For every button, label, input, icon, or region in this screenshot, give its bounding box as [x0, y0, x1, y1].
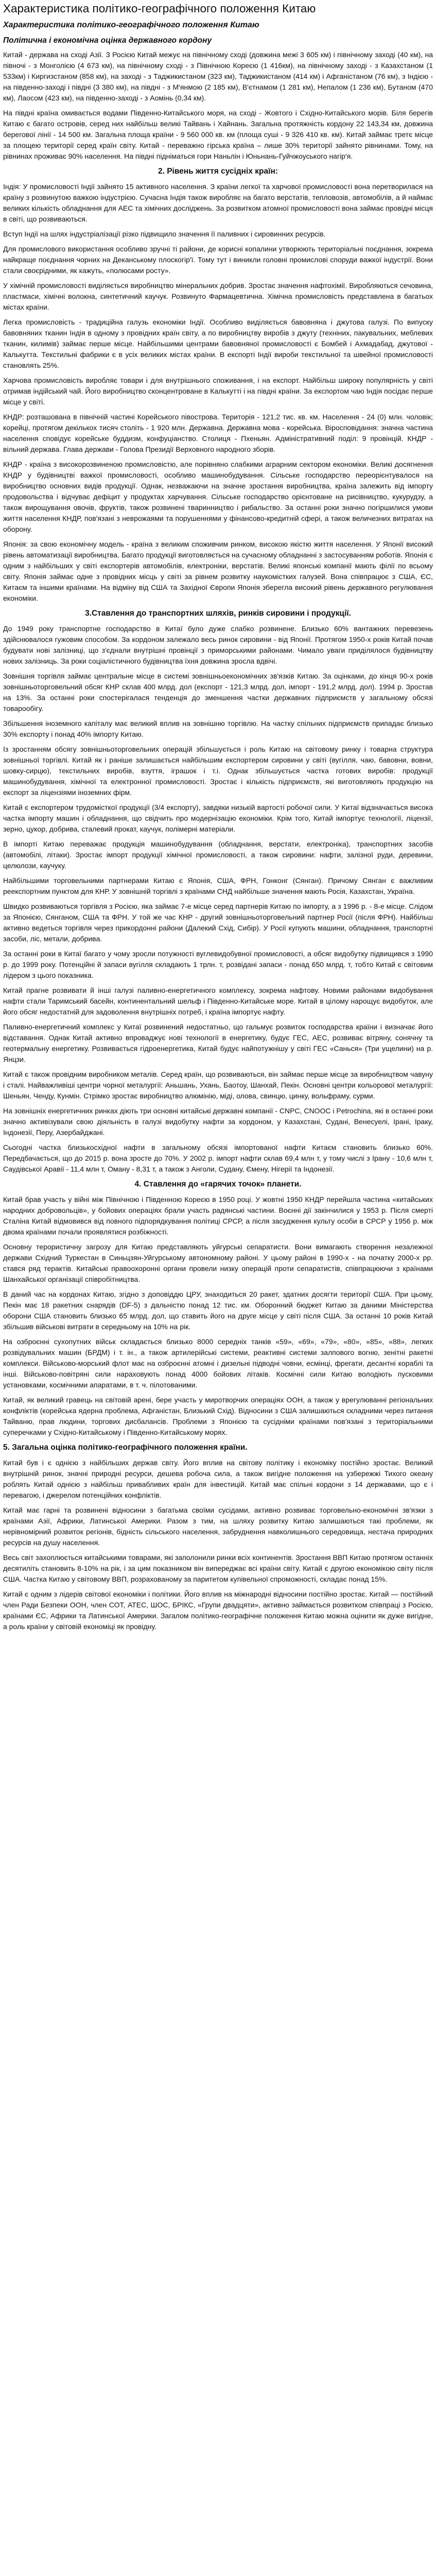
document-section — [3, 166, 433, 604]
section-heading: 3.Ставлення до транспортних шляхів, ринків сировини і продукції. — [85, 609, 351, 618]
paragraph: На зовнішніх енергетичних ринках діють три основні китайські державні компанії - CNPC, CNOOC і Petrochina, які в останні роки значно активізували свою діяльність в галузі видобутку нафти за кордоном, у Казахстані, Судані, Венесуелі, Ірані, Іраку, Індонезії, Перу, Азербайджані. — [3, 1107, 433, 1137]
paragraph: Збільшення іноземного капіталу має великий вплив на зовнішню торгівлю. На частку спільних підприємств припадає близько 30% експорту і понад 40% імпорту Китаю. — [3, 719, 433, 738]
paragraph: Для промислового використання особливо зручні ті райони, де корисні копалини утворюють територіальні поєднання, зокрема найкраще поєднання чорних на Деканському плоскогір'ї. Тому тут і виникли головні промислові споруди важкої індустрії. Вони стали своєрідними, як кажуть, «полюсами росту». — [3, 245, 433, 275]
paragraph: На півдні країна омивається водами Південно-Китайського моря, на сході - Жовтого і Східно-Китайського морів. Біля берегів Китаю є багато островів, серед них найбільш великі Тайвань і Хайнань. Загальна протяжність кордону 22 143,34 км, довжина берегової лінії - 14 500 км. Загальна площа країни - 9 560 000 кв. км (площа суші - 9 326 410 кв. км). Китай займає третє місце за площею території серед країн світу. Китай - переважно гірська країна – лише 30% території зайнято рівнинами. Тому, на рівнинах проживає 90% населення. На півдні підніматься гори Наньлін і Юньнань-Гуйчжоуського нагір'я. — [3, 109, 433, 160]
paragraph: Китай є одним з лідерів світової економіки і політики. Його вплив на міжнародні відносини постійно зростає. Китай — постійний член Ради Безпеки ООН, член СОТ, АТЕС, ШОС, БРІКС, «Групи двадцяти», активно займається розвитком співпраці з Росією, країнами ЄС, Африки та Латинської Америки. Загалом політико-географічне положення Китаю можна оцінити як дуже вигідне, а роль країни у світовій економіці як провідну. — [3, 1590, 433, 1631]
paragraph: Найбільшими торговельними партнерами Китаю є Японія, США, ФРН, Гонконг (Сянган). Причому Сянган є важливим реекспортним пунктом для КНР. У зовнішній торгівлі з країнами СНД найбільше значення мають Росія, Казахстан, Україна. — [3, 876, 433, 895]
paragraph: В даний час на кордонах Китаю, згідно з доповіддю ЦРУ, знаходиться 20 ракет, здатних досягти території США. При цьому, Пекін має 18 ракетних снарядів (DF-5) з дальністю понад 12 тис. км. Оборонний бюджет Китаю за даними Міністерства оборони США становить близько 65 млрд. дол, що ставить його на друге місце у світі після США. За останні 10 років Китай збільшив військові витрати в середньому на 10% на рік. — [3, 1290, 433, 1331]
document-section — [3, 49, 433, 162]
document-subtitle: Характеристика політико-географічного положення Китаю — [3, 21, 259, 29]
paragraph: Китай - держава на сході Азії. З Росією Китай межує на північному сході (довжина межі 3 605 км) і північному заході (40 км), на півночі - з Монголією (4 673 км), на північному сході - з Північною Кореєю (1 416км), на північному заході - з Казахстаном (1 533км) і Киргизстаном (858 км), на заході - з Таджикистаном (323 км), Таджикистаном (414 км) і Афганістаном (76 км), з Індією - на південно-заході і півдні (3 380 км), на півдні - з М'янмою (2 185 км), В'єтнамом (1 281 км), Непалом (1 236 км), Бутаном (470 км), Лаосом (423 км), на південно-заході - з Аомінь (0,34 км). — [3, 50, 433, 102]
document-section — [3, 608, 433, 1175]
paragraph: Китай має гарні та розвинені відносини з багатьма своїми сусідами, активно розвиває торговельно-економічні зв'язки з країнами Азії, Африки, Латинської Америки. Разом з тим, на шляху розвитку Китаю залишаються такі проблеми, як нерівномірний розвиток регіонів, бідність сільського населення, забруднення навколишнього середовища, нестача природних ресурсів на душу населення. — [3, 1506, 433, 1547]
paragraph: У хімічній промисловості виділяється виробництво мінеральних добрив. Зростає значення нафтохімії. Виробляються сечовина, пластмаси, хімічні волокна, синтетичний каучук. Розвинуто Фармацевтична. Хімічна промисловість представлена в багатьох містах країни. — [3, 281, 433, 311]
paragraph: Індія: У промисловості Індії зайнято 15 активного населення. З країни легкої та харчової промисловості вона перетворилася на країну з розвинутою важкою індустрією. Сучасна Індія також виробляє на багато верстатів, тепловозів, автомобілів, а й наймає великих кількість обладнання для АЕС та хімічних досліджень. За розвитком атомної промисловості вона займає провідні місця в світі, що розвиваються. — [3, 182, 433, 223]
paragraph: КНДР: розташована в північній частині Корейського півострова. Територія - 121,2 тис. кв. км. Населення - 24 (0) млн. чоловік; корейці, протягом декількох тисяч століть - 1 920 млн. Державна. Державна мова - корейська. Віросповідання: значна частина населення сповідує корейське буддизм, конфуціанство. Столиця - Пхеньян. Адміністративний поділ: 9 провінцій. КНДР - вільний держава. Глава держави - Голова Президії Верховного народного зборів. — [3, 413, 433, 453]
paragraph: Китай був і є однією з найбільших держав світу. Його вплив на світову політику і економіку постійно зростає. Великий внутрішній ринок, значні природні ресурси, дешева робоча сила, а також вигідне положення на узбережжі Тихого океану роблять Китай однією з найбільш привабливих країн для інвестицій. Китай має спільні кордони з 14 державами, що є і перевагою, і джерелом потенційних конфліктів. — [3, 1459, 433, 1499]
paragraph: В імпорті Китаю переважає продукція машинобудування (обладнання, верстати, електроніка), транспортних засобів (автомобілі, літаки). Зростає імпорт продукції хімічної промисловості, а також сировини: нафти, залізної руди, деревини, целюлози, каучуку. — [3, 840, 433, 870]
section-heading: 5. Загальна оцінка політико-географічного положення країни. — [3, 1443, 248, 1452]
paragraph: Японія: за свою економічну модель - країна з великим споживчим ринком, високою якістю життя населення. У Японії високий рівень автоматизації виробництва. Багато продукції виготовляється на сучасному обладнанні з застосуванням роботів. Японія є одним з найбільших у світі експортерів автомобілів, електроніки, верстатів. Великі японські компанії мають філії по всьому світу. Японія займає одне з провідних місць у світі за рівнем розвитку наукомістких галузей. Вона співпрацює з США, ЄС, Китаєм та іншими країнами. На відміну від США та Західної Європи Японія зберегла високий рівень державного регулювання економіки. — [3, 540, 433, 602]
paragraph: Харчова промисловість виробляє товари і для внутрішнього споживання, і на експорт. Найбільш широку популярність у світі отримав індійський чай. Його виробництво сконцентроване в Калькутті і на півдні країни. За експортом чаю Індія посідає перше місце у світі. — [3, 376, 433, 406]
paragraph: Сьогодні частка близькосхідної нафти в загальному обсязі імпортованої нафти Китаєм становить близько 60%. Передбачається, що до 2015 р. вона зросте до 70%. У 2002 р. імпорт нафти склав 69,4 млн т, у тому числі з Ірану - 10,6 млн т, Саудівської Аравії - 11,4 млн т, Оману - 8,31 т, а також з Анголи, Судану, Ємену, Нігерії та Індонезії. — [3, 1143, 433, 1173]
document-section — [3, 1179, 433, 1438]
paragraph: Паливно-енергетичний комплекс у Китаї розвинений недостатньо, що гальмує розвиток господарства країни і визначає його відставання. Однак Китай активно впроваджує нові технології в енергетику, будує ГЕС, АЕС, розвиває вітряну, сонячну та геотермальну енергетику. Розвивається гідроенергетика, Китай будує найпотужнішу у світі ГЕС «Санься» (Три ущелини) на р. Янцзи. — [3, 1023, 433, 1063]
paragraph: Китай є також провідним виробником металів. Серед країн, що розвиваються, він займає перше місце за виробництвом чавуну і сталі. Найважливіші центри чорної металургії: Аньшань, Ухань, Баотоу, Шанхай, Пекін. Основні центри кольорової металургії: Шеньян, Ченду, Кунмін. Стрімко зростає виробництво алюмінію, міді, олова, свинцю, цинку, вольфраму, сурми. — [3, 1070, 433, 1100]
paragraph: Зовнішня торгівля займає центральне місце в системі зовнішньоекономічних зв'язків Китаю. За оцінками, до кінця 90-х років зовнішньоторговельний обсяг КНР склав 400 млрд. дол (експорт - 121,3 млрд. дол, імпорт - 191,2 млрд. дол). 1994 р. Зростав на 13%. За останні роки спостерігалася тенденція до зменшення частки державних підприємств у загальному обсязі товарообігу. — [3, 672, 433, 713]
section-heading: 2. Рівень життя сусідніх країн: — [158, 167, 278, 176]
intro-heading: Політична і економічна оцінка державного кордону — [3, 36, 212, 45]
section-heading: 4. Ставлення до «гарячих точок» планети. — [134, 1180, 302, 1189]
paragraph: Китай брав участь у війні між Північною і Південною Кореєю в 1950 році. У жовтні 1950 КНДР перейшла частина «китайських народних добровольців», у бойових операціях брали участь радянські частини. Воєнні дії закінчилися у 1953 р. Після смерті Сталіна Китай відмовився від повного підпорядкування політиці СРСР, а після засудження культу особи в СРСР у 1956 р. між двома країнами почали проявлятися розбіжності. — [3, 1195, 433, 1236]
document-title: Характеристика політико-географічного положення Китаю — [3, 2, 316, 15]
paragraph: Основну терористичну загрозу для Китаю представляють уйгурські сепаратисти. Вони вимагають створення незалежної держави Східний Туркестан в Синьцзян-Уйгурському автономному районі. У цьому районі в 1990-х - на початку 2000-х рр. стався ряд терактів. Китайські правоохоронні органи провели низку операцій проти сепаратистів, співпрацюючи з країнами Шанхайської організації співробітництва. — [3, 1243, 433, 1283]
paragraph: Швидко розвиваються торгівля з Росією, яка займає 7-е місце серед партнерів Китаю по імпорту, а з 1996 р. - 8-е місце. Слідом за Японією, Сянганом, США та ФРН. У той же час КНР - другий зовнішньоторговельний партнер Росії (після ФРН). Найбільш активно ведеться торгівля через прикордонні райони (Далекий Схід, Сибір). У Росії купують машини, обладнання, транспортні засоби, ліс, метали, добрива. — [3, 902, 433, 943]
paragraph: Весь світ захоплюється китайськими товарами, які заполонили ринки всіх континентів. Зростання ВВП Китаю протягом останніх десятиліть становить 8-10% на рік, і за цим показником він випереджає всі країни світу. Китай є другою економікою світу після США. Частка Китаю у світовому ВВП, розрахованому за паритетом купівельної спроможності, складає понад 15%. — [3, 1553, 433, 1583]
paragraph: КНДР - країна з високорозвиненою промисловістю, але порівняно слабкими аграрним сектором економіки. Великі досягнення КНДР у будівництві важкої промисловості, особливо машинобудування. Сільське господарство переорієнтувалося на виробництво основних видів продукції. Однак, незважаючи на значне зростання виробництва, країна залежить від імпорту продовольства і відчуває дефіцит у продуктах харчування. Сільське господарство орієнтоване на рисівництво, кукурудзу, а також вирощування овочів, фруктів, також розвинені тваринництво і рибальство. За останні роки значно погіршилися умови життя населення КНДР, пов'язані з неврожаями та порушеннями у фінансово-кредитній сфері, а також величезних витратах на оборону. — [3, 460, 433, 533]
paragraph: До 1949 року транспортне господарство в Китаї було дуже слабко розвинене. Близько 60% вантажних перевезень здійснювалося гужовим способом. За кордоном залежало весь ринок сировини - від Японії. Протягом 1950-х років Китай почав будувати нові залізниці, що з'єднали внутрішні провінції з приморськими районами. Чимало уваги приділялося будівництву нових залізниць. За роки соціалістичного будівництва їхня довжина зросла вдвічі. — [3, 624, 433, 665]
paragraph: Китай, як великий гравець на світовій арені, бере участь у миротворчих операціях ООН, а також у врегулюванні регіональних конфліктів (корейська ядерна проблема, Афганістан, Близький Схід). Відносини з США залишаються складними через питання Тайваню, прав людини, торгових дисбалансів. Проблеми з Японією та сусідніми країнами пов'язані з територіальними суперечками у Східно-Китайському і Південно-Китайському морях. — [3, 1396, 433, 1436]
paragraph: Із зростанням обсягу зовнішньоторговельних операцій збільшується і роль Китаю на світовому ринку і товарна структура зовнішньої торгівлі. Китай як і раніше залишається найбільшим експортером сировини у світі (вугілля, чаю, бавовни, вовни, шовку-сирцю), текстильних виробів, взуття, іграшок і т.і. Однак збільшується частка готових виробів: продукції машинобудування, хімічної та електронної промисловості. Зростає і кількість підприємств, які виготовляють продукцію на експорт за ліцензіями іноземних фірм. — [3, 745, 433, 796]
paragraph: Китай є експортером трудомісткої продукції (3/4 експорту), завдяки низькій вартості робочої сили. У Китаї відзначається висока частка імпорту машин і обладнання, що свідчить про модернізацію економіки. Крім того, Китай імпортує технології, ліцензії, зерно, цукор, добрива, сталевий прокат, каучук, полімерні матеріали. — [3, 803, 433, 833]
document-body — [3, 49, 433, 1632]
paragraph: Легка промисловість - традиційна галузь економіки Індії. Особливо виділяється бавовняна і джутова галузі. По випуску бавовняних тканин Індія в одному з провідних країн світу, а по виробництву виробів з джуту (техніних, пакувальних, меблевих тканин, килимів) займає перше місце. Найбільшими центрами бавовняної промисловості є Бомбей і Ахмадабад, джутової - Калькутта. Текстильні фабрики є в усіх великих містах країни. В експорті Індії вироби текстильної та швейної промисловості становлять 25%. — [3, 318, 433, 369]
paragraph: На озброєнні сухопутних військ складається близько 8000 середніх танків «59», «69», «79», «80», «85», «88», легких розвідувальних машин (БРДМ) і т. ін., а також артилерійські системи, реактивні системи залпового вогню, зенітні ракетні комплекси. Військово-морський флот має на озброєнні атомні і дизельні підводні човни, есмінці, фрегати, десантні кораблі та інші. Військово-повітряні сили нараховують понад 4000 бойових літаків. Космічні сили Китаю володіють пусковими установками, космічними апаратами, в т. ч. пілотованими. — [3, 1337, 433, 1389]
paragraph: Китай прагне розвивати й інші галузі паливно-енергетичного комплексу, зокрема нафтову. Новими районами видобування нафти стали Таримський басейн, континентальний шельф і Південно-Китайське море. Китай в цілому нарощує видобуток, але його обсяг недостатній для задоволення внутрішніх потреб, і країна імпортує нафту. — [3, 986, 433, 1016]
paragraph: За останні роки в Китаї багато у чому зросли потужності вуглевидобувної промисловості, а обсяг видобутку підвищився з 1990 р. до 1999 року. Потенційні й запаси вугілля складають 1 трлн. т, розвідані запаси - понад 650 млрд. т, тобто Китай є світовим лідером з цього показника. — [3, 950, 433, 979]
document-section — [3, 1442, 433, 1632]
paragraph: Вступ Індії на шлях індустріалізації різко підвищило значення її паливних і сировинних ресурсів. — [3, 230, 326, 238]
